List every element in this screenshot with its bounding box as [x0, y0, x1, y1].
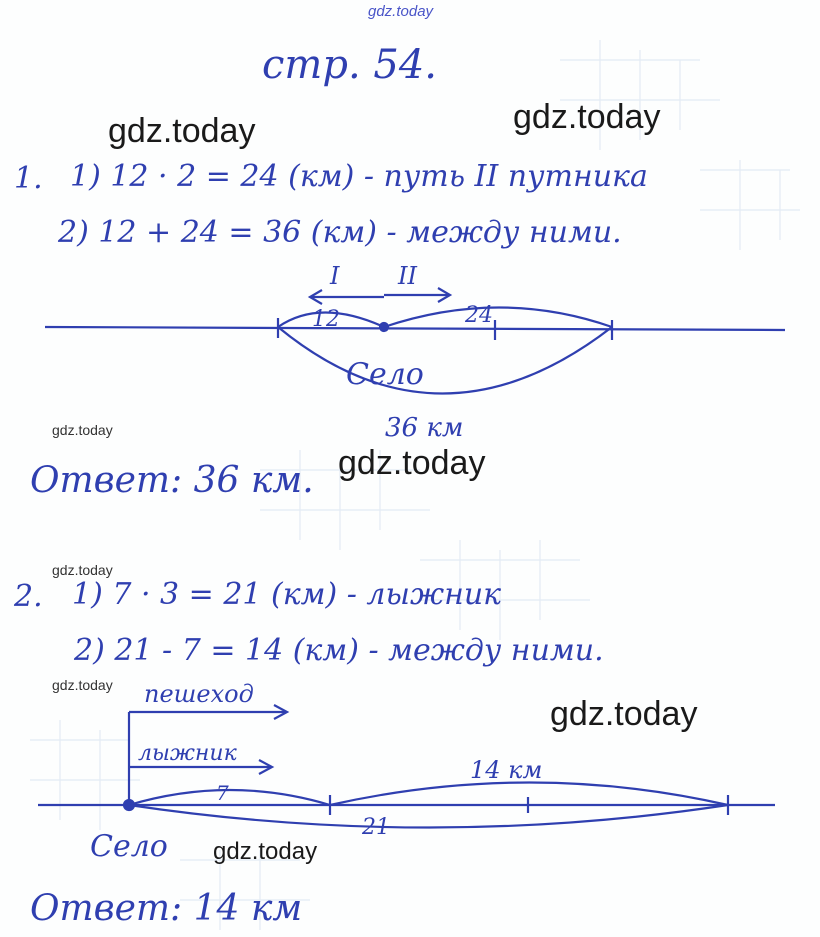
watermark-answer1: gdz.today — [338, 444, 486, 482]
watermark-top: gdz.today — [368, 3, 434, 20]
task1-seg-right: 24 — [465, 303, 493, 328]
watermark-task2-right: gdz.today — [550, 695, 698, 733]
watermark-small-2: gdz.today — [52, 562, 113, 578]
task2-arc-21 — [129, 805, 728, 828]
task1-arc-right — [384, 308, 612, 328]
task1-arc-total — [278, 327, 612, 394]
watermark-small-1: gdz.today — [52, 422, 113, 438]
task1-label-II: II — [398, 262, 417, 290]
task2-arc-7 — [129, 790, 330, 805]
task2-seg-21: 21 — [362, 815, 390, 840]
task1-line2: 2) 12 + 24 = 36 (км) - между ними. — [58, 215, 622, 250]
task2-number: 2. — [14, 579, 43, 614]
watermark-task1-right: gdz.today — [513, 98, 661, 136]
watermark-bottom: gdz.today — [213, 838, 318, 865]
task1-total-label: 36 км — [385, 413, 464, 443]
task1-answer: Ответ: 36 км. — [30, 460, 314, 501]
task1-number: 1. — [14, 161, 43, 196]
task2-seg-7: 7 — [216, 781, 229, 805]
task2-answer: Ответ: 14 км — [30, 888, 303, 929]
watermark-small-3: gdz.today — [52, 677, 113, 693]
page-number: стр. 54. — [262, 42, 437, 88]
task2-skier-label: лыжник — [138, 741, 237, 766]
task2-line1: 1) 7 · 3 = 21 (км) - лыжник — [72, 577, 502, 612]
task1-line1: 1) 12 · 2 = 24 (км) - путь II путника — [70, 159, 648, 194]
task1-label-I: I — [330, 262, 340, 290]
task1-seg-left: 12 — [312, 307, 340, 332]
task1-village-label: Село — [346, 357, 424, 392]
task1-road-line — [45, 327, 785, 330]
task2-seg-14: 14 км — [470, 756, 543, 784]
watermark-task1-left: gdz.today — [108, 112, 256, 150]
task2-pedestrian-label: пешеход — [144, 680, 254, 708]
task2-line2: 2) 21 - 7 = 14 (км) - между ними. — [74, 633, 604, 668]
task2-village-label: Село — [90, 829, 168, 864]
